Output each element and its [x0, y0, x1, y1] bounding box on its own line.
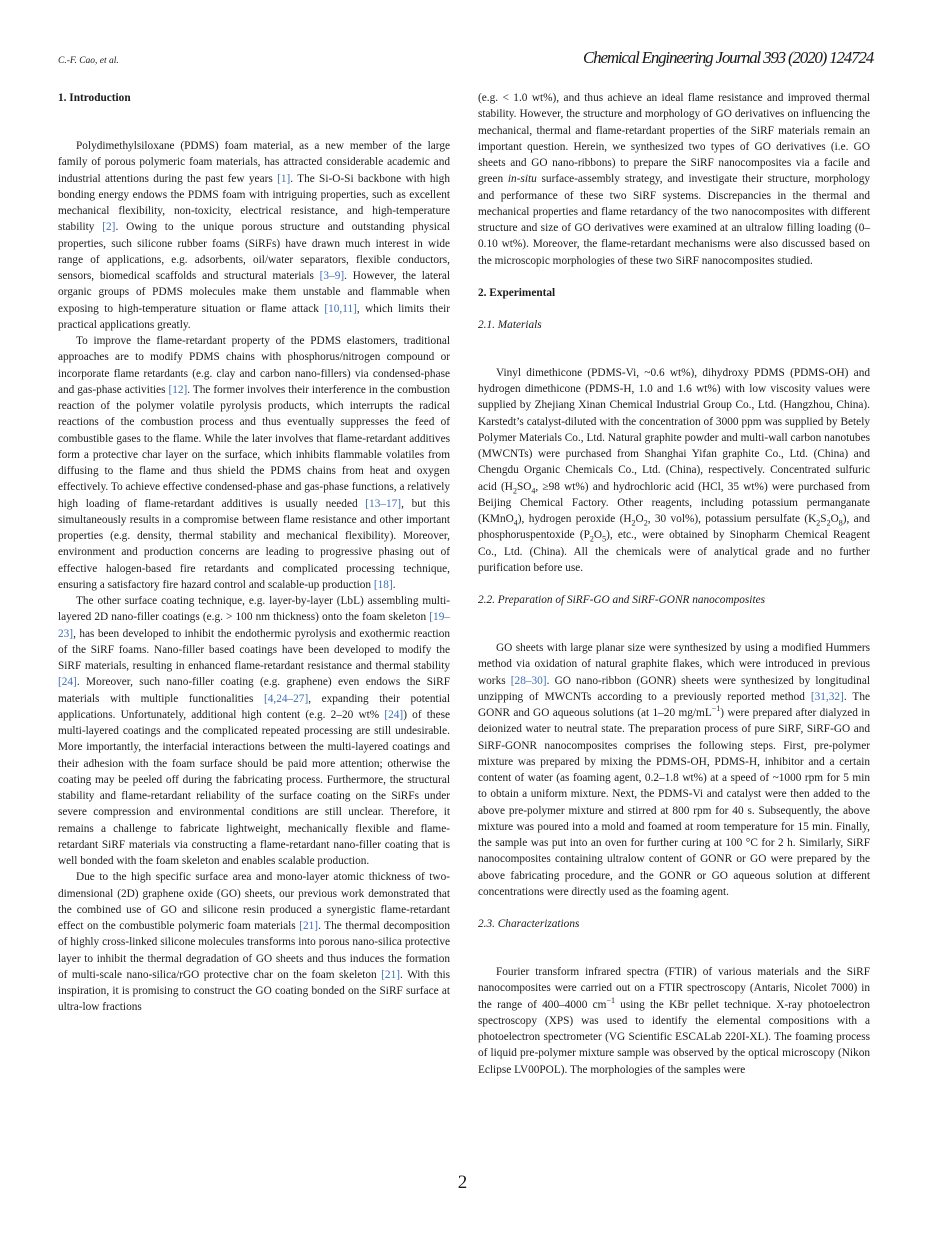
left-column	[58, 90, 450, 1016]
citation-link[interactable]: [12]	[168, 383, 188, 396]
subsection-heading-characterizations: 2.3. Characterizations	[478, 918, 580, 930]
citation-link[interactable]: [18]	[373, 578, 393, 591]
materials-paragraph: Vinyl dimethicone (PDMS-Vi, ~0.6 wt%), dihydroxy PDMS (PDMS-OH) and hydrogen dimethicone (PDMS-H, 1.0 and 1.6 wt%) with low viscosity values were supplied by Zhejiang Xinan Chemical Industrial Group Co., Ltd. (Hangzhou, China). Karstedt’s catalyst-diluted with the concentration of 3000 ppm was supplied by Betely Polymer Materials Co., Ltd. Natural graphite powder and multi-wall carbon nanotubes (MWCNTs) were purchased from Shanghai Yifan graphite Co., Ltd. (China) and Chengdu Organic Chemicals Co., Ltd. (China), respectively. Concentrated sulfuric acid ($H_2SO_4$, ≥98 wt%) and hydrochloric acid (HCl, 35 wt%) were purchased from Beijing Chemical Factory. Other reagents, including potassium permanganate (KMnO$_4$), hydrogen peroxide ($H_2O_2$, 30 vol%), potassium persulfate $(K_2S_2O_8)$, and phosphoruspentoxide $(P_2O_5)$, etc., were obtained by Sinopharm Chemical Reagent Co., Ltd. (China). All the chemicals were of analytical grade and no further purification before use.	[478, 366, 871, 574]
intro-paragraph-3: The other surface coating technique, e.g. layer-by-layer (LbL) assembling multi-layered 2D nano-filler coatings (e.g. > 100 nm thickness) onto the foam skeleton [19–23], has been developed to inhibit the endothermic pyrolysis and exothermic reaction of the SiRF foams. Nano-filler based coatings have been developed to modify the SiRF materials, resulting in enhanced flame-retardant resistance and thermal stability [24]. Moreover, such nano-filler coating (e.g. graphene) even endows the SiRF materials with multiple functionalities [4,24–27], expanding their potential applications. Unfortunately, additional high content (e.g. 2–20 wt% [24]) of these multi-layered coatings and the complicated repeated processing are still undesirable. More importantly, the interfacial interactions between the multi-layered coatings and their adhesion with the foam surface should be paid more attention; otherwise the coating may be peeled off during the fabricating process. Furthermore, the structural stability and flame-retardant reliability of the surface coating on the SiRFs under severe compression and environmental conditions are still unclear. Therefore, it remains a challenge to fabricate lightweight, mechanically flexible and flame-retardant SiRF materials via constructing a flame-retardant nano-filler coating that is well bonded with the foam skeleton and enables scalable production.	[58, 595, 450, 867]
subsection-heading-materials: 2.1. Materials	[478, 318, 542, 331]
citation-link[interactable]: [10,11]	[324, 302, 357, 315]
characterizations-paragraph: Fourier transform infrared spectra (FTIR) of various materials and the SiRF nanocomposites were carried out on a FTIR spectroscopy (Antaris, Nicolet 7000) in the range of 400–4000 $cm^{-1}$ using the KBr pellet technique. X-ray photoelectron spectroscopy (XPS) was used to identify the elemental compositions with a photoelectron spectrometer (VG Scientific ESCALab 220I-XL). The foaming process of liquid pre-polymer mixture sample was observed by the optical microscopy (Nikon Eclipse LV00POL). The morphologies of the samples were	[478, 966, 870, 1076]
running-header-journal: Chemical Engineering Journal 393 (2020) 124724	[583, 48, 873, 67]
citation-link[interactable]: [2]	[102, 221, 116, 234]
preparation-paragraph: GO sheets with large planar size were synthesized by using a modified Hummers method via oxidation of natural graphite flakes, which were introduced in previous works [28–30]. GO nano-ribbon (GONR) sheets were synthesized by longitudinal unzipping of MWCNTs according to a previously reported method [31,32]. The GONR and GO aqueous solutions (at 1–20 $mg/mL^{-1}$) were prepared after dialyzed in deionized water to neutral state. The preparation process of pure SiRF, SiRF-GO and SiRF-GONR nanocomposites comprises the following steps. First, pre-polymer mixture was prepared by mixing the PDMS-OH, PDMS-H, inhibitor and a certain content of water (as foaming agent, 0.2–1.8 wt%) at a speed of ~1000 rpm for 5 min to obtain a uniform mixture. Next, the PDMS-Vi and catalyst were then added to the above pre-polymer mixture and stirred at 800 rpm for 40 s. Subsequently, the above mixture was poured into a mold and foamed at room temperature for 15 min. Finally, the sample was put into an oven for further curing at 100 °C for 2 h. Similarly, SiRF nanocomposites containing ultralow content of GONR or GO were prepared by the above fabricating procedure, and the GONR or GO aqueous solution at different concentrations were directly used as the foaming agent.	[478, 642, 870, 898]
section-heading-introduction: 1. Introduction	[58, 92, 131, 104]
citation-link[interactable]: [28–30]	[510, 674, 547, 687]
citation-link[interactable]: [4,24–27]	[263, 692, 309, 705]
subsection-heading-preparation: 2.2. Preparation of SiRF-GO and SiRF-GONR nanocomposites	[478, 594, 765, 606]
intro-paragraph-continued: (e.g. < 1.0 wt%), and thus achieve an ideal flame resistance and improved thermal stability. However, the structure and morphology of GO derivatives on influencing the mechanical, thermal and flame-retardant properties of the SiRF materials remain an important question. Herein, we synthesized two types of GO derivatives (i.e. GO sheets and GO nano-ribbons) to prepare the SiRF nanocomposites via a facile and green in-situ surface-assembly strategy, and investigate their structure, morphology and performance of these two SiRF systems. Discrepancies in the thermal and mechanical properties and flame retardancy of the two nanocomposites with different structure and size of GO derivatives were examined at an ultralow filling loading (0–0.10 wt%). Moreover, the flame-retardant mechanisms were also discussed based on the microscopic morphologies of these two SiRF nanocomposites studied.	[478, 92, 870, 267]
citation-link[interactable]: [21]	[381, 968, 400, 981]
citation-link[interactable]: [24]	[58, 676, 77, 689]
intro-paragraph-1: Polydimethylsiloxane (PDMS) foam material, as a new member of the large family of porous polymeric foam materials, has attracted considerable academic and industrial attentions during the past few years [1]. The Si-O-Si backbone with high bonding energy endows the PDMS foam with intriguing properties, such as excellent mechanical flexibility, non-toxicity, electrical resistance, and high-temperature stability [2]. Owing to the unique porous structure and outstanding physical properties, such silicone rubber foams (SiRFs) have drawn much interest in wide range of applications, e.g. adsorbents, oil/water separators, flexible conductors, sensors, biomedical scaffolds and structural materials [3–9]. However, the lateral organic groups of PDMS molecules make them unstable and flammable when exposing to high-temperature situation or flame attack [10,11], which limits their practical applications greatly.	[58, 140, 450, 331]
right-column	[478, 90, 870, 1078]
page-number: 2	[457, 1172, 468, 1193]
citation-link[interactable]: [1]	[277, 172, 291, 185]
citation-link[interactable]: [3–9]	[319, 270, 345, 282]
intro-paragraph-2: To improve the flame-retardant property of the PDMS elastomers, traditional approaches are to modify PDMS chains with phosphorus/nitrogen compound or incorporate flame retardants (e.g. clay and carbon nano-fillers) via condensed-phase and gas-phase activities [12]. The former involves their interference in the combustion reaction of the polymer volatile pyrolysis products, which interrupts the radical reactions of the combustion process and thus eventually suppresses the feed of combustible gases to the flame. While the later involves that flame-retardant additives form a protective char layer on the surface, which inhibits flammable volatiles from diffusing to the flame and thus shield the PDMS chains from heat and oxygen effectively. To achieve effective condensed-phase and gas-phase functions, a relatively high loading of flame-retardant additives is usually needed [13–17], but this simultaneously results in a compromise between flame resistance and other important properties (e.g. density, thermal stability and mechanical flexibility). Moreover, environment and production concerns are leading to progressive phasing out of effective halogen-based fire retardants and complicated processing technique, ensuring a satisfactory fire hazard control and scalable-up production [18].	[58, 335, 450, 591]
section-heading-experimental: 2. Experimental	[478, 286, 556, 299]
citation-link[interactable]: [21]	[299, 920, 319, 932]
citation-link[interactable]: [19–23]	[58, 611, 450, 640]
running-header-authors: C.-F. Cao, et al.	[58, 56, 119, 66]
citation-link[interactable]: [31,32]	[810, 690, 844, 703]
citation-link[interactable]: [13–17]	[365, 497, 402, 510]
citation-link[interactable]: [24]	[384, 708, 404, 721]
intro-paragraph-4: Due to the high specific surface area and mono-layer atomic thickness of two-dimensional (2D) graphene oxide (GO) sheets, our previous work demonstrated that the combined use of GO and silicone resin produced a synergistic flame-retardant effect on the combustible polymeric foam materials [21]. The thermal decomposition of highly cross-linked silicone molecules transforms into porous nano-silica protective layer to inhibit the thermal degradation of GO sheets and thus induces the formation of multi-scale nano-silica/rGO protective char on the foam skeleton [21]. With this inspiration, it is promising to construct the GO coating bonded on the SiRF surface at ultra-low fractions	[58, 871, 450, 1014]
